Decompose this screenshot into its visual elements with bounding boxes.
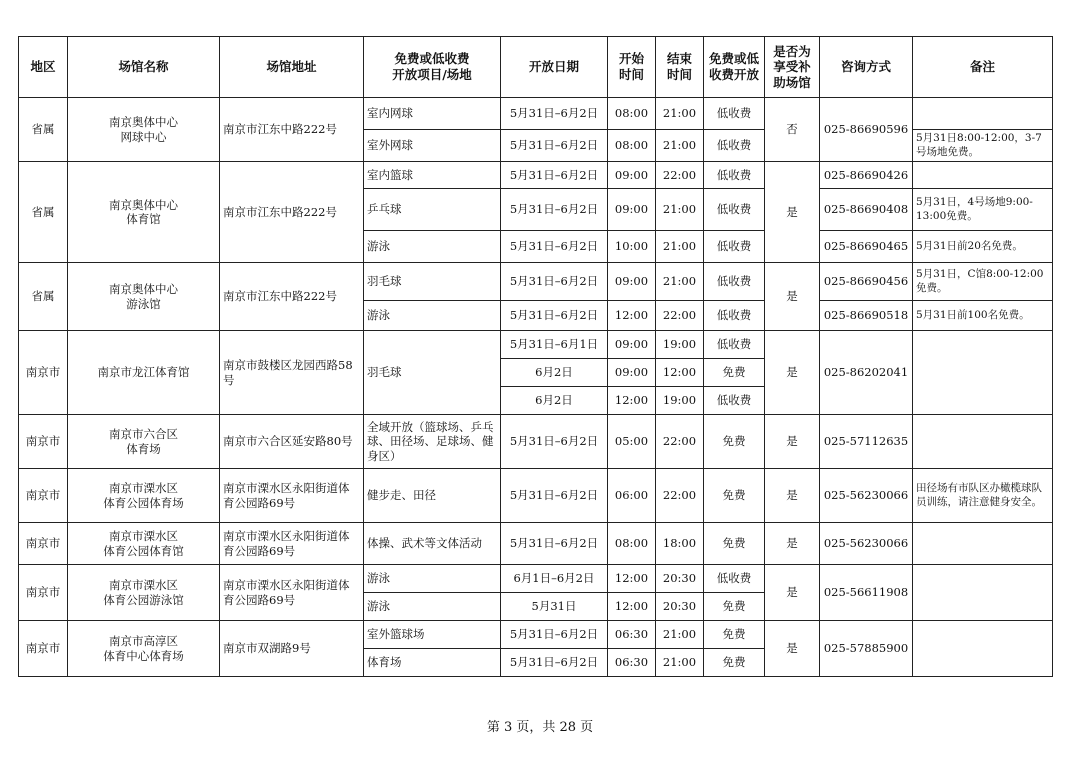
end-cell: 22:00 bbox=[656, 162, 704, 189]
fee-cell: 免费 bbox=[704, 469, 765, 523]
note-cell: 5月31日前100名免费。 bbox=[913, 301, 1053, 331]
item-cell: 全域开放（篮球场、乒乓球、田径场、足球场、健身区） bbox=[364, 415, 501, 469]
header-dates: 开放日期 bbox=[501, 37, 608, 98]
address-cell: 南京市双湖路9号 bbox=[220, 621, 364, 677]
region-cell: 南京市 bbox=[19, 415, 68, 469]
contact-cell: 025-56230066 bbox=[820, 469, 913, 523]
item-cell: 游泳 bbox=[364, 301, 501, 331]
date-cell: 5月31日–6月2日 bbox=[501, 231, 608, 263]
region-cell: 南京市 bbox=[19, 565, 68, 621]
fee-cell: 低收费 bbox=[704, 263, 765, 301]
end-cell: 19:00 bbox=[656, 387, 704, 415]
subsidized-cell: 是 bbox=[765, 565, 820, 621]
contact-cell: 025-86690426 bbox=[820, 162, 913, 189]
subsidized-cell: 是 bbox=[765, 162, 820, 263]
start-cell: 12:00 bbox=[608, 387, 656, 415]
subsidized-cell: 否 bbox=[765, 98, 820, 162]
note-cell bbox=[913, 621, 1053, 677]
header-end: 结束 时间 bbox=[656, 37, 704, 98]
start-cell: 09:00 bbox=[608, 359, 656, 387]
end-cell: 20:30 bbox=[656, 593, 704, 621]
region-cell: 南京市 bbox=[19, 331, 68, 415]
contact-cell: 025-86690596 bbox=[820, 98, 913, 162]
start-cell: 06:00 bbox=[608, 469, 656, 523]
region-cell: 省属 bbox=[19, 98, 68, 162]
venue-schedule-table bbox=[18, 36, 1053, 677]
date-cell: 5月31日–6月1日 bbox=[501, 331, 608, 359]
address-cell: 南京市溧水区永阳街道体育公园路69号 bbox=[220, 469, 364, 523]
fee-cell: 免费 bbox=[704, 593, 765, 621]
date-cell: 5月31日–6月2日 bbox=[501, 263, 608, 301]
date-cell: 6月1日–6月2日 bbox=[501, 565, 608, 593]
end-cell: 21:00 bbox=[656, 130, 704, 162]
venue-name-cell: 南京市溧水区 体育公园游泳馆 bbox=[68, 565, 220, 621]
region-cell: 南京市 bbox=[19, 469, 68, 523]
fee-cell: 免费 bbox=[704, 649, 765, 677]
table-row bbox=[19, 469, 1053, 523]
start-cell: 06:30 bbox=[608, 621, 656, 649]
end-cell: 18:00 bbox=[656, 523, 704, 565]
note-cell bbox=[913, 331, 1053, 415]
item-cell: 乒乓球 bbox=[364, 189, 501, 231]
table-row bbox=[19, 621, 1053, 649]
venue-name-cell: 南京市溧水区 体育公园体育馆 bbox=[68, 523, 220, 565]
subsidized-cell: 是 bbox=[765, 469, 820, 523]
fee-cell: 低收费 bbox=[704, 387, 765, 415]
date-cell: 5月31日–6月2日 bbox=[501, 523, 608, 565]
region-cell: 省属 bbox=[19, 263, 68, 331]
end-cell: 22:00 bbox=[656, 301, 704, 331]
fee-cell: 低收费 bbox=[704, 231, 765, 263]
start-cell: 09:00 bbox=[608, 263, 656, 301]
fee-cell: 免费 bbox=[704, 415, 765, 469]
note-cell bbox=[913, 565, 1053, 621]
fee-cell: 免费 bbox=[704, 359, 765, 387]
venue-name-cell: 南京市六合区 体育场 bbox=[68, 415, 220, 469]
venue-name-cell: 南京奥体中心 网球中心 bbox=[68, 98, 220, 162]
table-row bbox=[19, 565, 1053, 593]
fee-cell: 低收费 bbox=[704, 331, 765, 359]
start-cell: 05:00 bbox=[608, 415, 656, 469]
note-cell bbox=[913, 523, 1053, 565]
end-cell: 21:00 bbox=[656, 189, 704, 231]
start-cell: 08:00 bbox=[608, 523, 656, 565]
start-cell: 08:00 bbox=[608, 130, 656, 162]
page-footer: 第 3 页，共 28 页 bbox=[486, 720, 594, 735]
region-cell: 南京市 bbox=[19, 621, 68, 677]
header-contact: 咨询方式 bbox=[820, 37, 913, 98]
header-subsidized: 是否为 享受补 助场馆 bbox=[765, 37, 820, 98]
date-cell: 5月31日–6月2日 bbox=[501, 189, 608, 231]
fee-cell: 低收费 bbox=[704, 301, 765, 331]
subsidized-cell: 是 bbox=[765, 523, 820, 565]
header-item: 免费或低收费 开放项目/场地 bbox=[364, 37, 501, 98]
item-cell: 体育场 bbox=[364, 649, 501, 677]
header-venue-name: 场馆名称 bbox=[68, 37, 220, 98]
header-fee-type: 免费或低 收费开放 bbox=[704, 37, 765, 98]
fee-cell: 低收费 bbox=[704, 130, 765, 162]
start-cell: 12:00 bbox=[608, 593, 656, 621]
address-cell: 南京市江东中路222号 bbox=[220, 162, 364, 263]
date-cell: 5月31日–6月2日 bbox=[501, 469, 608, 523]
table-row bbox=[19, 331, 1053, 359]
item-cell: 羽毛球 bbox=[364, 263, 501, 301]
contact-cell: 025-86690465 bbox=[820, 231, 913, 263]
subsidized-cell: 是 bbox=[765, 331, 820, 415]
date-cell: 5月31日–6月2日 bbox=[501, 621, 608, 649]
date-cell: 5月31日–6月2日 bbox=[501, 162, 608, 189]
item-cell: 游泳 bbox=[364, 565, 501, 593]
item-cell: 游泳 bbox=[364, 231, 501, 263]
subsidized-cell: 是 bbox=[765, 415, 820, 469]
contact-cell: 025-86690408 bbox=[820, 189, 913, 231]
note-cell bbox=[913, 98, 1053, 130]
date-cell: 5月31日–6月2日 bbox=[501, 649, 608, 677]
table-row bbox=[19, 415, 1053, 469]
fee-cell: 免费 bbox=[704, 621, 765, 649]
venue-name-cell: 南京奥体中心 游泳馆 bbox=[68, 263, 220, 331]
end-cell: 21:00 bbox=[656, 621, 704, 649]
venue-name-cell: 南京市溧水区 体育公园体育场 bbox=[68, 469, 220, 523]
end-cell: 22:00 bbox=[656, 415, 704, 469]
fee-cell: 低收费 bbox=[704, 565, 765, 593]
contact-cell: 025-86690518 bbox=[820, 301, 913, 331]
start-cell: 09:00 bbox=[608, 189, 656, 231]
table-row bbox=[19, 162, 1053, 189]
end-cell: 22:00 bbox=[656, 469, 704, 523]
fee-cell: 低收费 bbox=[704, 98, 765, 130]
subsidized-cell: 是 bbox=[765, 263, 820, 331]
item-cell: 室外篮球场 bbox=[364, 621, 501, 649]
header-note: 备注 bbox=[913, 37, 1053, 98]
fee-cell: 低收费 bbox=[704, 189, 765, 231]
date-cell: 6月2日 bbox=[501, 359, 608, 387]
end-cell: 19:00 bbox=[656, 331, 704, 359]
contact-cell: 025-86690456 bbox=[820, 263, 913, 301]
start-cell: 09:00 bbox=[608, 331, 656, 359]
fee-cell: 免费 bbox=[704, 523, 765, 565]
address-cell: 南京市溧水区永阳街道体育公园路69号 bbox=[220, 565, 364, 621]
end-cell: 21:00 bbox=[656, 649, 704, 677]
venue-name-cell: 南京奥体中心 体育馆 bbox=[68, 162, 220, 263]
end-cell: 12:00 bbox=[656, 359, 704, 387]
table-row bbox=[19, 98, 1053, 130]
address-cell: 南京市江东中路222号 bbox=[220, 263, 364, 331]
item-cell: 健步走、田径 bbox=[364, 469, 501, 523]
address-cell: 南京市溧水区永阳街道体育公园路69号 bbox=[220, 523, 364, 565]
table-row bbox=[19, 523, 1053, 565]
region-cell: 省属 bbox=[19, 162, 68, 263]
venue-name-cell: 南京市高淳区 体育中心体育场 bbox=[68, 621, 220, 677]
note-cell: 5月31日，C馆8:00-12:00免费。 bbox=[913, 263, 1053, 301]
header-start: 开始 时间 bbox=[608, 37, 656, 98]
start-cell: 12:00 bbox=[608, 565, 656, 593]
header-address: 场馆地址 bbox=[220, 37, 364, 98]
address-cell: 南京市江东中路222号 bbox=[220, 98, 364, 162]
start-cell: 06:30 bbox=[608, 649, 656, 677]
end-cell: 20:30 bbox=[656, 565, 704, 593]
header-region: 地区 bbox=[19, 37, 68, 98]
item-cell: 室外网球 bbox=[364, 130, 501, 162]
contact-cell: 025-56230066 bbox=[820, 523, 913, 565]
date-cell: 5月31日–6月2日 bbox=[501, 415, 608, 469]
note-cell: 5月31日前20名免费。 bbox=[913, 231, 1053, 263]
date-cell: 5月31日 bbox=[501, 593, 608, 621]
venue-name-cell: 南京市龙江体育馆 bbox=[68, 331, 220, 415]
note-cell: 5月31日8:00-12:00，3-7号场地免费。 bbox=[913, 130, 1053, 162]
contact-cell: 025-57112635 bbox=[820, 415, 913, 469]
contact-cell: 025-57885900 bbox=[820, 621, 913, 677]
item-cell: 体操、武术等文体活动 bbox=[364, 523, 501, 565]
address-cell: 南京市六合区延安路80号 bbox=[220, 415, 364, 469]
date-cell: 5月31日–6月2日 bbox=[501, 301, 608, 331]
end-cell: 21:00 bbox=[656, 98, 704, 130]
note-cell bbox=[913, 162, 1053, 189]
fee-cell: 低收费 bbox=[704, 162, 765, 189]
subsidized-cell: 是 bbox=[765, 621, 820, 677]
item-cell: 室内网球 bbox=[364, 98, 501, 130]
table-row bbox=[19, 263, 1053, 301]
note-cell: 田径场有市队区办橄榄球队员训练，请注意健身安全。 bbox=[913, 469, 1053, 523]
end-cell: 21:00 bbox=[656, 231, 704, 263]
address-cell: 南京市鼓楼区龙园西路58号 bbox=[220, 331, 364, 415]
date-cell: 6月2日 bbox=[501, 387, 608, 415]
note-cell: 5月31日，4号场地9:00-13:00免费。 bbox=[913, 189, 1053, 231]
start-cell: 10:00 bbox=[608, 231, 656, 263]
end-cell: 21:00 bbox=[656, 263, 704, 301]
item-cell: 游泳 bbox=[364, 593, 501, 621]
item-cell: 室内篮球 bbox=[364, 162, 501, 189]
contact-cell: 025-56611908 bbox=[820, 565, 913, 621]
region-cell: 南京市 bbox=[19, 523, 68, 565]
start-cell: 08:00 bbox=[608, 98, 656, 130]
note-cell bbox=[913, 415, 1053, 469]
contact-cell: 025-86202041 bbox=[820, 331, 913, 415]
start-cell: 12:00 bbox=[608, 301, 656, 331]
date-cell: 5月31日–6月2日 bbox=[501, 130, 608, 162]
header-row bbox=[19, 37, 1053, 98]
start-cell: 09:00 bbox=[608, 162, 656, 189]
item-cell: 羽毛球 bbox=[364, 331, 501, 415]
date-cell: 5月31日–6月2日 bbox=[501, 98, 608, 130]
